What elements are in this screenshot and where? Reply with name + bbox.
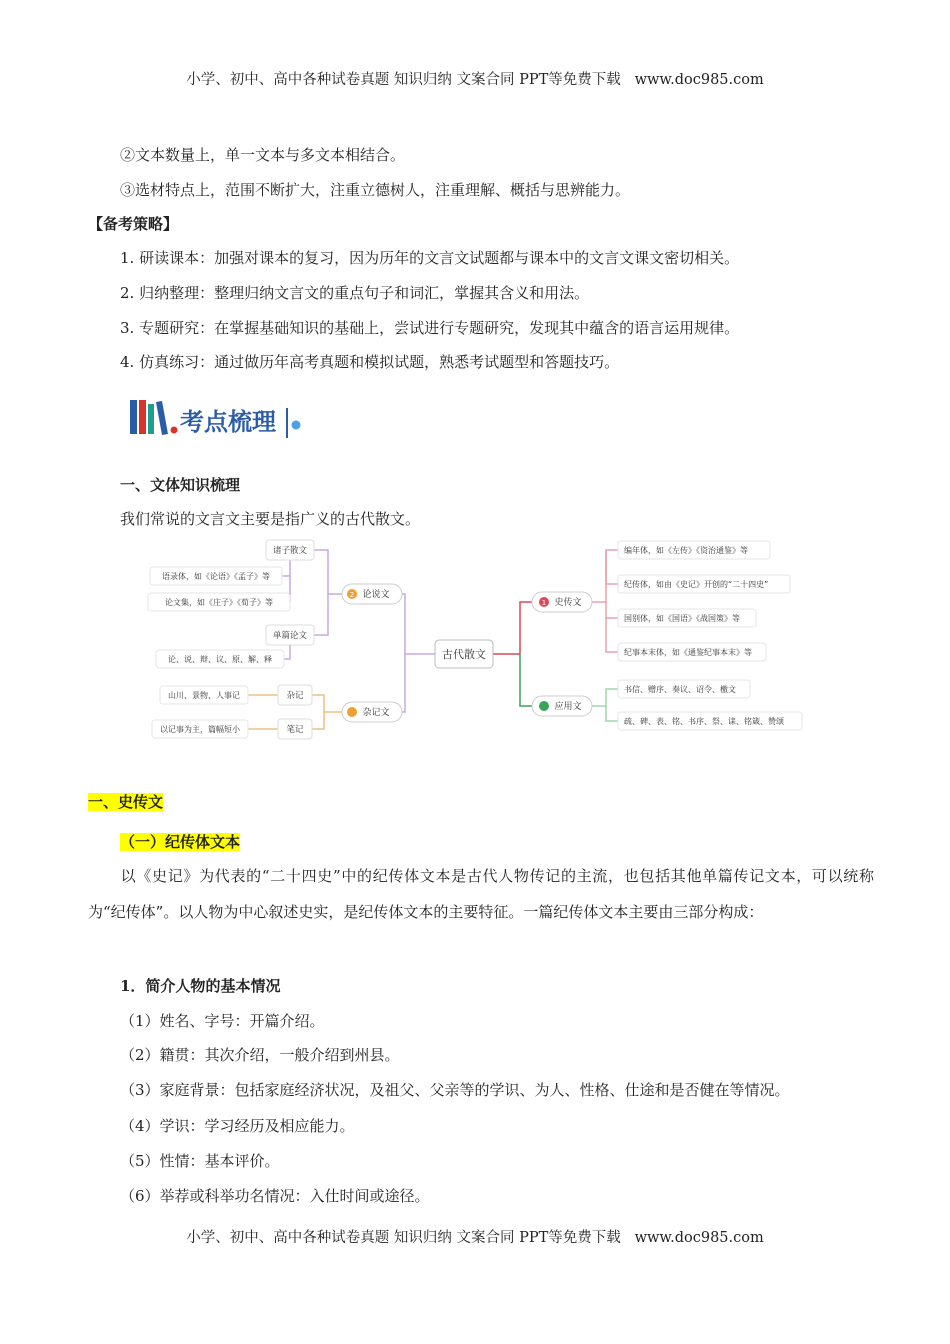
leaf-shu [618,712,802,730]
edge-shizhuan-1 [592,550,618,602]
node-zaji [342,702,402,722]
strategy-item-1: 1. 研读课本：加强对课本的复习，因为历年的文言文试题都与课本中的文言文课文密切相关。 [120,249,740,267]
node-root [435,640,493,668]
section1-heading: 一、文体知识梳理 [120,476,241,494]
kaodian-logo [122,390,312,450]
svg-text:论、说、辩、议、原、解、释: 论、说、辩、议、原、解、释 [168,655,272,664]
point1-item-4: （4）学识：学习经历及相应能力。 [120,1117,355,1135]
edge-zaji-biji [312,712,324,729]
edge-zaji-zaji [312,695,342,712]
point1-item-5: （5）性情：基本评价。 [120,1152,280,1170]
node-lunshuo-label: 论说文 [362,590,390,600]
edge-yingyong-1 [592,689,618,706]
node-danpian [266,625,314,645]
node-lunshuo [342,584,402,604]
leaf-biannian [618,541,770,559]
node-yingyong [532,696,592,716]
leaf-lunshuo-types [156,650,284,668]
strategy-item-3: 3. 专题研究：在掌握基础知识的基础上，尝试进行专题研究，发现其中蕴含的语言运用规律。 [120,319,740,337]
strategy-item-2: 2. 归纳整理：整理归纳文言文的重点句子和词汇，掌握其含义和用法。 [120,284,590,302]
edge-yingyong-2 [606,706,618,721]
books-icon [130,400,168,435]
strategy-item-4: 4. 仿真练习：通过做历年高考真题和模拟试题，熟悉考试题型和答题技巧。 [120,353,620,371]
node-zaji-label: 杂记文 [362,708,390,718]
logo-dot-red [171,427,178,434]
intro-line-3: ③选材特点上，范围不断扩大，注重立德树人，注重理解、概括与思辨能力。 [120,181,631,199]
page-footer: 小学、初中、高中各种试卷真题 知识归纳 文案合同 PPT等免费下载 www.doc985.com [186,1230,764,1246]
svg-text:书信、赠序、奏议、诏令、檄文: 书信、赠序、奏议、诏令、檄文 [624,685,736,694]
logo-cursor [286,408,288,438]
page-header: 小学、初中、高中各种试卷真题 知识归纳 文案合同 PPT等免费下载 www.doc985.com [186,72,764,88]
svg-text:论文集，如《庄子》《荀子》等: 论文集，如《庄子》《荀子》等 [165,598,273,607]
node-shizhuan-label: 史传文 [554,598,582,608]
section2-paragraph: 以《史记》为代表的“二十四史”中的纪传体文本是古代人物传记的主流，也包括其他单篇传记文本，可以统称为“纪传体”。以人物为中心叙述史实，是纪传体文本的主要特征。一篇纪传体文本主要由三部分构成： [88,867,874,921]
section2-heading: 一、史传文 [88,793,164,811]
node-yingyong-label: 应用文 [554,702,582,712]
edge-root-zaji [402,654,405,712]
node-zhuzi [266,540,314,560]
point1-item-6: （6）举荐或科举功名情况：入仕时间或途径。 [120,1187,430,1205]
point1-item-1: （1）姓名、字号：开篇介绍。 [120,1012,325,1030]
node-lunshuo-marker: 2 [349,591,355,599]
prose-mindmap [140,534,820,754]
intro-line-2: ②文本数量上，单一文本与多文本相结合。 [120,146,406,164]
svg-text:杂记: 杂记 [286,691,304,701]
svg-text:单篇论文: 单篇论文 [272,631,308,641]
edge-shizhuan-2 [606,550,618,584]
edge-root-yingyong [520,654,532,706]
svg-text:山川、景物、人事记: 山川、景物、人事记 [168,691,240,700]
point1-item-2: （2）籍贯：其次介绍，一般介绍到州县。 [120,1046,400,1064]
svg-text:纪事本末体，如《通鉴纪事本末》等: 纪事本末体，如《通鉴纪事本末》等 [624,648,752,657]
edge-shizhuan-4 [606,618,618,652]
leaf-yulu [150,567,282,585]
section2-subheading: （一）纪传体文本 [120,833,241,851]
leaf-shuxin [618,680,750,698]
svg-text:语录体，如《论语》《孟子》等: 语录体，如《论语》《孟子》等 [162,572,270,581]
svg-text:诸子散文: 诸子散文 [272,546,308,556]
edge-lunshuo-zhuzi [314,550,342,594]
node-zaji-sub [278,685,312,705]
edge-root-lunshuo [402,594,435,654]
svg-text:疏、碑、表、铭、书序、祭、诔、铭箴、赞颂: 疏、碑、表、铭、书序、祭、诔、铭箴、赞颂 [624,717,784,726]
leaf-shanchuan [160,686,248,704]
point1-heading: 1．简介人物的基本情况 [120,977,281,995]
leaf-lunwenji [148,593,290,611]
section1-text: 我们常说的文言文主要是指广义的古代散文。 [120,510,421,528]
node-biji [278,719,312,739]
svg-text:笔记: 笔记 [286,725,304,735]
leaf-jishibenmo [618,643,766,661]
svg-text:编年体，如《左传》《资治通鉴》等: 编年体，如《左传》《资治通鉴》等 [624,546,748,555]
leaf-guobie [618,609,756,627]
edge-shizhuan-3 [606,602,618,618]
strategy-heading: 【备考策略】 [88,215,179,233]
logo-dot-blue [292,421,301,430]
point1-item-3: （3）家庭背景：包括家庭经济状况，及祖父、父亲等的学识、为人、性格、仕途和是否健在等情况。 [120,1081,790,1099]
leaf-jizhuan [618,575,790,593]
svg-text:国别体，如《国语》《战国策》等: 国别体，如《国语》《战国策》等 [624,614,740,623]
edge-lunshuo-danpian [314,594,328,635]
node-root-label: 古代散文 [442,648,486,661]
node-shizhuan [532,592,592,612]
leaf-jishi [152,720,248,738]
edge-root-shizhuan [492,602,532,654]
svg-text:以记事为主，篇幅短小: 以记事为主，篇幅短小 [160,725,240,734]
node-shizhuan-marker: 1 [541,599,547,607]
svg-text:纪传体，如由《史记》开创的“二十四史”: 纪传体，如由《史记》开创的“二十四史” [624,580,769,589]
logo-text: 考点梳理 [180,408,276,436]
